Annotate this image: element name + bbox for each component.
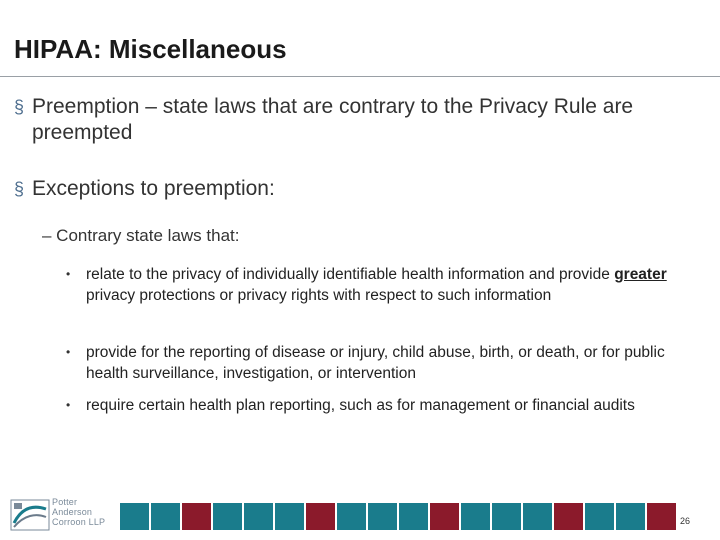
title-divider <box>0 76 720 77</box>
logo-mark-icon <box>10 499 50 531</box>
dot-bullet-icon: • <box>66 345 71 359</box>
list-item-text: require certain health plan reporting, such as for management or financial audits <box>86 397 635 414</box>
strip-cell <box>523 503 552 530</box>
strip-cell <box>151 503 180 530</box>
bullet-text: Preemption – state laws that are contrary to the Privacy Rule are preempted <box>32 95 634 144</box>
bullet-exceptions <box>14 176 704 202</box>
page-number: 26 <box>680 516 691 526</box>
strip-cell <box>306 503 335 530</box>
strip-cell <box>554 503 583 530</box>
strip-cell <box>492 503 521 530</box>
dot-bullet-icon: • <box>66 398 71 412</box>
strip-cell <box>120 503 149 530</box>
emphasis-greater: greater <box>614 266 667 283</box>
sub-bullet-contrary: – Contrary state laws that: <box>42 226 240 245</box>
strip-cell <box>213 503 242 530</box>
square-bullet-icon: § <box>14 97 25 117</box>
strip-cell <box>647 503 676 530</box>
footer-color-strip <box>120 503 676 530</box>
list-item <box>66 342 686 384</box>
strip-cell <box>337 503 366 530</box>
dot-bullet-icon: • <box>66 267 71 281</box>
strip-cell <box>399 503 428 530</box>
list-item-text: relate to the privacy of individually identifiable health information and provide greater privacy protections or privacy rights with respect to such information <box>86 266 667 304</box>
slide-title: HIPAA: Miscellaneous <box>14 34 287 64</box>
logo-text: Potter Anderson Corroon LLP <box>52 497 106 527</box>
company-logo <box>10 497 120 533</box>
list-item <box>66 264 686 306</box>
bullet-text: Exceptions to preemption: <box>32 177 275 200</box>
list-item-text: provide for the reporting of disease or injury, child abuse, birth, or death, or for public health surveillance, investigation, or intervention <box>86 344 665 382</box>
strip-cell <box>275 503 304 530</box>
bullet-preemption <box>14 94 704 146</box>
strip-cell <box>585 503 614 530</box>
strip-cell <box>244 503 273 530</box>
square-bullet-icon: § <box>14 179 25 199</box>
strip-cell <box>182 503 211 530</box>
list-item <box>66 395 686 416</box>
strip-cell <box>368 503 397 530</box>
strip-cell <box>461 503 490 530</box>
strip-cell <box>616 503 645 530</box>
strip-cell <box>430 503 459 530</box>
